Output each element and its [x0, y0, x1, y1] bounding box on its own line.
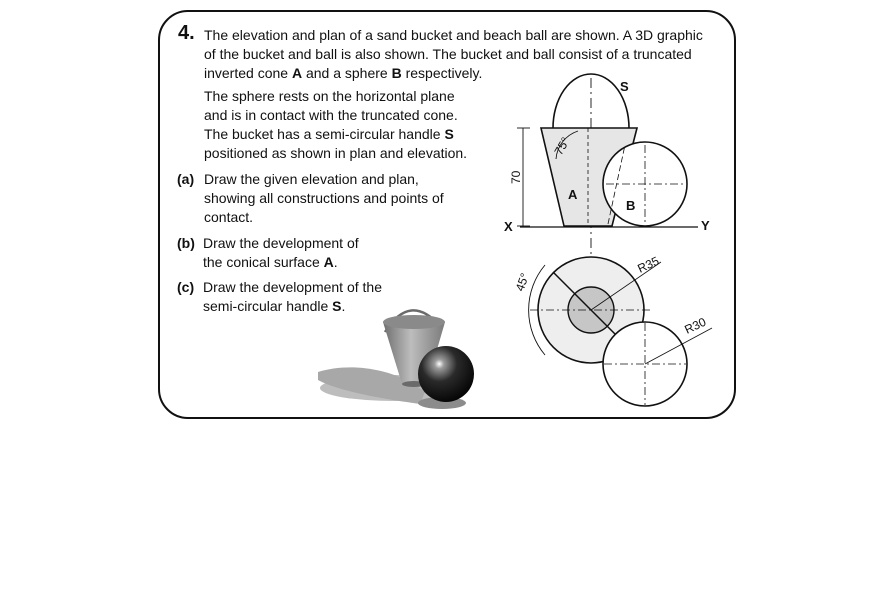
para-line-2: and is in contact with the truncated cone.: [204, 107, 458, 123]
plan-view: [529, 257, 712, 406]
para-line-3: The bucket has a semi-circular handle S: [204, 126, 454, 142]
part-c-line-2: semi-circular handle S.: [203, 298, 346, 314]
question-number: 4.: [178, 22, 195, 44]
angle-cone-label: 75°: [551, 134, 573, 158]
label-b: B: [626, 198, 636, 213]
label-y: Y: [701, 218, 710, 233]
radius-ball-label: R30: [682, 314, 709, 337]
part-a-line-1: Draw the given elevation and plan,: [204, 171, 419, 187]
intro-line-1: The elevation and plan of a sand bucket and beach ball are shown. A 3D graphic: [204, 27, 703, 43]
para-line-4: positioned as shown in plan and elevation.: [204, 145, 468, 161]
label-s: S: [620, 79, 629, 94]
part-c-line-1: Draw the development of the: [203, 279, 382, 295]
part-b-line-2: the conical surface A.: [203, 254, 338, 270]
para-line-1: The sphere rests on the horizontal plane: [204, 88, 455, 104]
intro-line-2: of the bucket and ball is also shown. The bucket and ball consist of a truncated: [204, 46, 692, 62]
part-a-label: (a): [177, 171, 195, 187]
dim-height-label: 70: [509, 170, 523, 184]
part-c-label: (c): [177, 279, 195, 295]
radius-outer-label: R35: [635, 253, 662, 276]
part-b-label: (b): [177, 235, 195, 251]
label-x: X: [504, 219, 513, 234]
part-b-line-1: Draw the development of: [203, 235, 359, 251]
label-a: A: [568, 187, 578, 202]
angle-plan-label: 45°: [512, 271, 533, 294]
intro-line-3: inverted cone A and a sphere B respectively.: [204, 65, 483, 81]
part-a-line-2: showing all constructions and points of: [204, 190, 444, 206]
bucket-3d-graphic: [318, 310, 474, 409]
part-a-line-3: contact.: [204, 209, 254, 225]
